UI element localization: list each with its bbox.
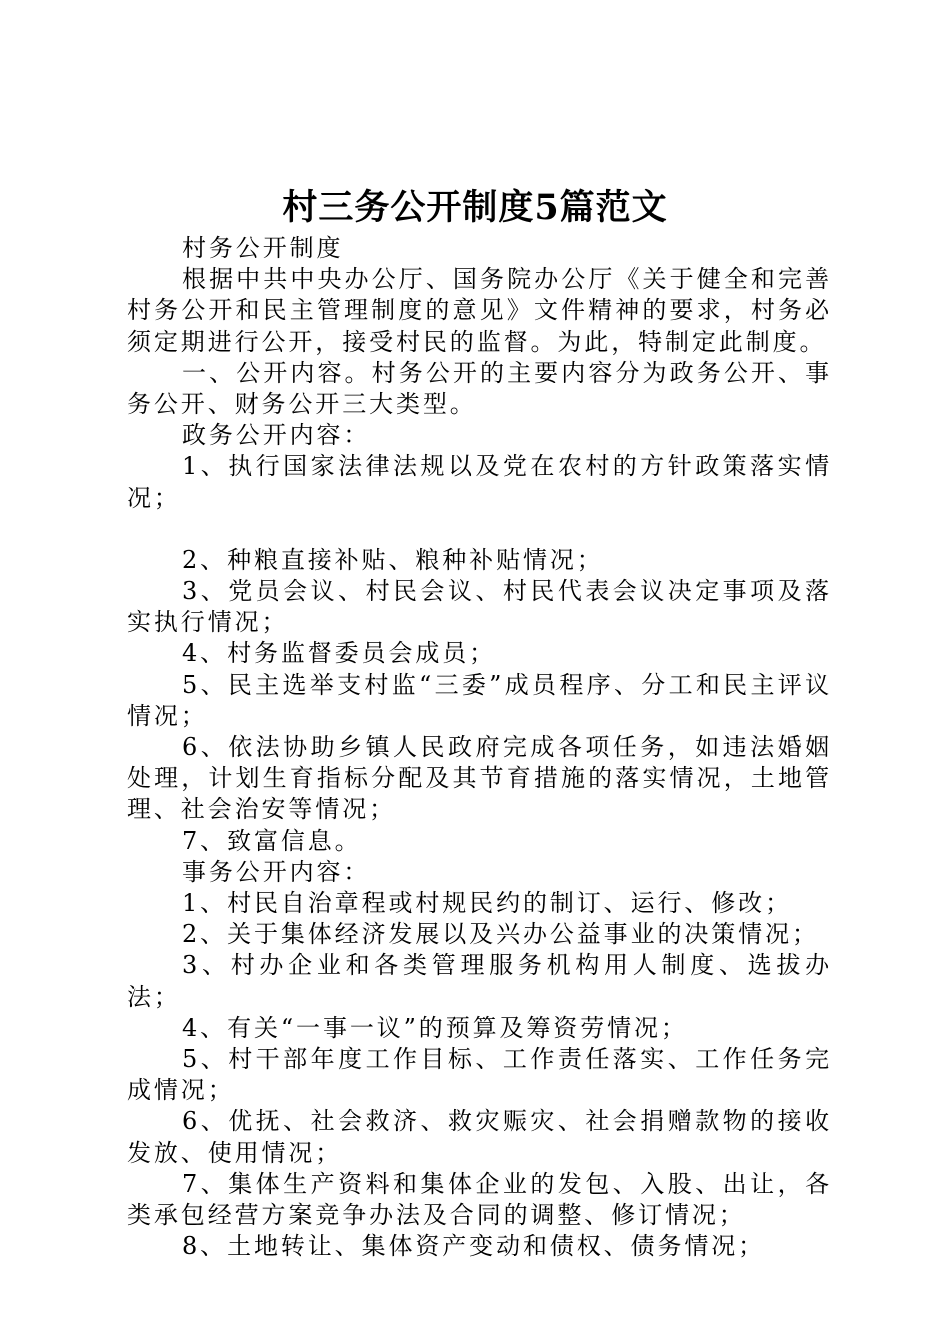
- document-title: 村三务公开制度5篇范文: [282, 187, 668, 228]
- paragraph: 一、公开内容。村务公开的主要内容分为政务公开、事务公开、财务公开三大类型。: [127, 358, 832, 419]
- list-item: 3、村办企业和各类管理服务机构用人制度、选拔办法；: [127, 951, 832, 1011]
- list-item: 7、集体生产资料和集体企业的发包、入股、出让，各类承包经营方案竞争办法及合同的调整、修订情况；: [127, 1169, 832, 1230]
- list-item: 5、民主选举支村监“三委”成员程序、分工和民主评议情况；: [127, 670, 832, 730]
- list-item: 1、村民自治章程或村规民约的制订、运行、修改；: [182, 889, 792, 918]
- list-item: 3、党员会议、村民会议、村民代表会议决定事项及落实执行情况；: [127, 577, 832, 637]
- document-body: [127, 233, 832, 1263]
- section-heading: 村务公开制度: [182, 234, 344, 262]
- list-item: 6、依法协助乡镇人民政府完成各项任务，如违法婚姻处理，计划生育指标分配及其节育措施的落实情况，土地管理、社会治安等情况；: [127, 733, 832, 824]
- subheading: 事务公开内容：: [182, 857, 371, 886]
- list-item: 5、村干部年度工作目标、工作责任落实、工作任务完成情况；: [127, 1045, 832, 1105]
- paragraph: 根据中共中央办公厅、国务院办公厅《关于健全和完善村务公开和民主管理制度的意见》文件精神的要求，村务必须定期进行公开，接受村民的监督。为此，特制定此制度。: [127, 265, 832, 356]
- subheading: 政务公开内容：: [182, 421, 371, 450]
- list-item: 7、致富信息。: [182, 826, 362, 855]
- list-item: 2、关于集体经济发展以及兴办公益事业的决策情况；: [182, 920, 819, 949]
- list-item: 4、村务监督委员会成员；: [182, 639, 497, 668]
- list-item: 2、种粮直接补贴、粮种补贴情况；: [182, 545, 604, 574]
- list-item: 4、有关“一事一议”的预算及筹资劳情况；: [182, 1013, 688, 1042]
- list-item: 8、土地转让、集体资产变动和债权、债务情况；: [182, 1232, 766, 1261]
- list-item: 1、执行国家法律法规以及党在农村的方针政策落实情况；: [127, 452, 832, 512]
- list-item: 6、优抚、社会救济、救灾赈灾、社会捐赠款物的接收发放、使用情况；: [127, 1107, 832, 1167]
